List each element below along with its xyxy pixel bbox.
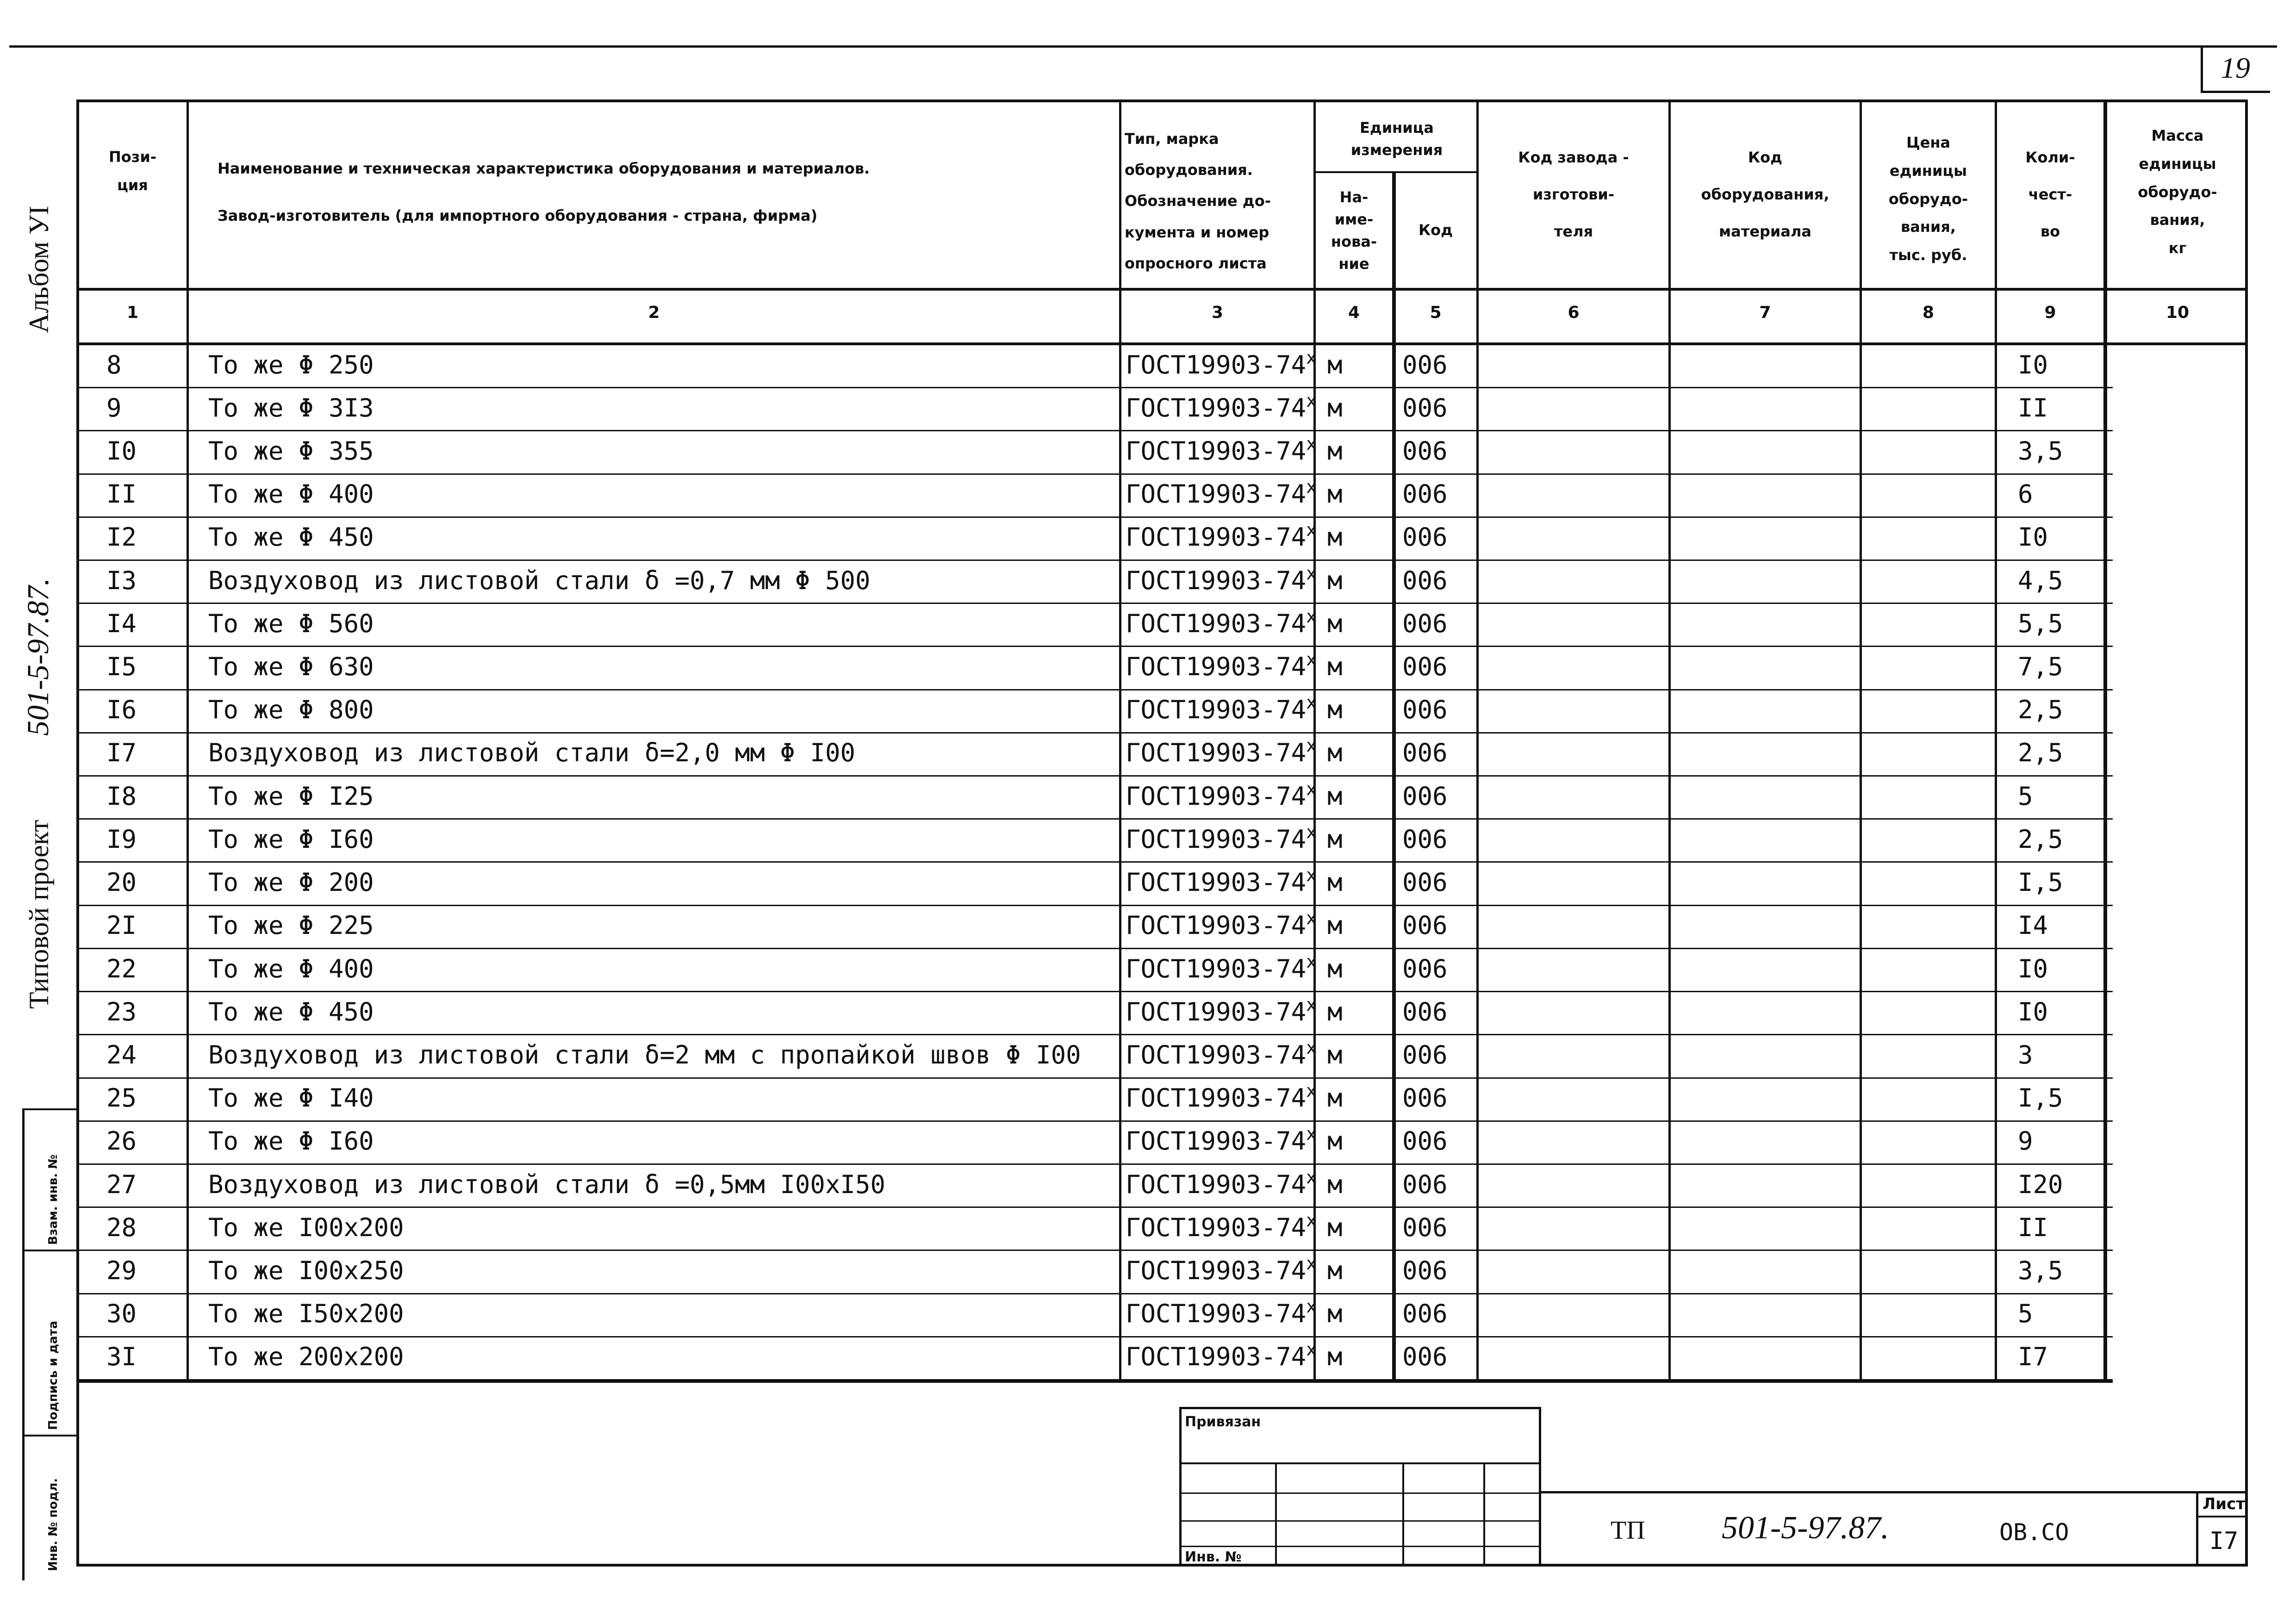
row-document-superscript: x xyxy=(1306,477,1317,497)
row-position: I9 xyxy=(106,825,137,854)
row-position: I6 xyxy=(106,695,137,724)
bound-label: Привязан xyxy=(1185,1414,1261,1430)
column-number: 5 xyxy=(1430,303,1442,322)
side-stamp-line xyxy=(22,1108,78,1110)
row-unit: м xyxy=(1327,868,1343,897)
row-quantity: 6 xyxy=(2018,479,2033,509)
top-border xyxy=(9,45,2277,48)
row-unit: м xyxy=(1327,1083,1343,1113)
column-number: 7 xyxy=(1759,303,1771,322)
row-document-text: ГОСТ19903-74 xyxy=(1126,350,1307,379)
row-divider xyxy=(76,905,2113,906)
row-position: I2 xyxy=(106,522,137,552)
row-unit: м xyxy=(1327,954,1343,983)
stamp-project-code: 501-5-97.87. xyxy=(1722,1510,1889,1546)
row-document-text: ГОСТ19903-74 xyxy=(1126,1213,1307,1242)
row-unit: м xyxy=(1327,911,1343,940)
row-unit: м xyxy=(1327,1299,1343,1328)
row-position: 23 xyxy=(106,997,137,1026)
header-quantity: Коли- чест- во xyxy=(2025,149,2075,240)
row-quantity: 5 xyxy=(2018,1299,2033,1328)
col-line xyxy=(2103,99,2107,1381)
row-quantity: II xyxy=(2018,393,2048,423)
row-document-superscript: x xyxy=(1306,563,1317,584)
col-line xyxy=(1119,99,1121,1381)
column-number: 6 xyxy=(1568,303,1580,322)
row-document-text: ГОСТ19903-74 xyxy=(1126,1126,1307,1156)
sheet-number: I7 xyxy=(2209,1527,2239,1555)
row-document-superscript: x xyxy=(1306,606,1317,627)
row-document-superscript: x xyxy=(1306,865,1317,885)
row-document-superscript: x xyxy=(1306,520,1317,540)
row-divider xyxy=(76,1336,2113,1337)
row-position: 20 xyxy=(106,868,137,897)
row-divider xyxy=(76,818,2113,820)
row-document-text: ГОСТ19903-74 xyxy=(1126,1342,1307,1371)
row-unit-code: 006 xyxy=(1402,825,1448,854)
row-position: I7 xyxy=(106,738,137,767)
table-bottom-line xyxy=(76,1380,2113,1383)
row-unit: м xyxy=(1327,997,1343,1026)
row-position: I8 xyxy=(106,782,137,811)
row-name: То же Φ 450 xyxy=(208,522,374,552)
row-unit-code: 006 xyxy=(1402,782,1448,811)
row-document-superscript: x xyxy=(1306,434,1317,454)
inv-label: Инв. № xyxy=(1185,1549,1242,1565)
row-document-superscript: x xyxy=(1306,1253,1317,1274)
header-unit-name: На- име- нова- ние xyxy=(1331,188,1377,273)
row-quantity: 9 xyxy=(2018,1126,2033,1156)
row-position: 30 xyxy=(106,1299,137,1328)
sheet-box-line xyxy=(2196,1516,2248,1517)
bound-block xyxy=(1179,1407,1541,1567)
header-equipment-code: Код оборудования, материала xyxy=(1701,149,1829,240)
row-name: Воздуховод из листовой стали δ=2 мм с пропайкой швов Φ I00 xyxy=(208,1040,1081,1070)
row-document-text: ГОСТ19903-74 xyxy=(1126,997,1307,1026)
row-document-superscript: x xyxy=(1306,1210,1317,1231)
row-document-superscript: x xyxy=(1306,995,1317,1015)
row-quantity: 2,5 xyxy=(2018,825,2063,854)
header-name: Наименование и техническая характеристика оборудования и материалов. Завод-изготовитель (для импортного оборудования - страна, фирма) xyxy=(218,159,870,224)
row-document xyxy=(1126,1081,1317,1113)
row-document-text: ГОСТ19903-74 xyxy=(1126,1256,1307,1285)
row-document xyxy=(1126,1124,1317,1156)
row-divider xyxy=(76,1034,2113,1035)
row-document-text: ГОСТ19903-74 xyxy=(1126,695,1307,724)
row-name: То же Φ I60 xyxy=(208,825,374,854)
row-divider xyxy=(76,560,2113,561)
row-quantity: I4 xyxy=(2018,911,2048,940)
col-line xyxy=(1476,99,1479,1381)
row-unit-code: 006 xyxy=(1402,1299,1448,1328)
row-name: То же Φ 400 xyxy=(208,954,374,983)
row-document-superscript: x xyxy=(1306,735,1317,756)
column-number: 9 xyxy=(2044,303,2056,322)
row-document xyxy=(1126,1339,1317,1371)
row-unit: м xyxy=(1327,825,1343,854)
row-document-superscript: x xyxy=(1306,951,1317,972)
row-unit-code: 006 xyxy=(1402,738,1448,767)
col-line xyxy=(1995,99,1997,1381)
row-quantity: II xyxy=(2018,1213,2048,1242)
row-document xyxy=(1126,520,1317,552)
row-document xyxy=(1126,391,1317,423)
row-position: 26 xyxy=(106,1126,137,1156)
row-quantity: I7 xyxy=(2018,1342,2048,1371)
header-factory-code: Код завода - изготови- теля xyxy=(1518,149,1629,240)
row-position: II xyxy=(106,479,137,509)
row-quantity: I,5 xyxy=(2018,868,2063,897)
row-unit-code: 006 xyxy=(1402,1126,1448,1156)
header-mass: Масса единицы оборудо- вания, кг xyxy=(2138,127,2217,257)
row-name: То же 200х200 xyxy=(208,1342,404,1371)
row-position: I3 xyxy=(106,566,137,595)
bound-block-col xyxy=(1483,1462,1485,1567)
row-unit: м xyxy=(1327,738,1343,767)
row-divider xyxy=(76,1206,2113,1208)
sheet-box-left xyxy=(2196,1491,2198,1567)
column-number: 4 xyxy=(1348,303,1360,322)
column-number: 10 xyxy=(2165,303,2190,322)
row-document xyxy=(1126,1253,1317,1285)
row-divider xyxy=(76,991,2113,992)
row-name: То же Φ 3I3 xyxy=(208,393,374,423)
row-document-text: ГОСТ19903-74 xyxy=(1126,1299,1307,1328)
row-position: 2I xyxy=(106,911,137,940)
row-unit-code: 006 xyxy=(1402,911,1448,940)
row-unit: м xyxy=(1327,609,1343,638)
row-name: То же Φ 400 xyxy=(208,479,374,509)
row-document-superscript: x xyxy=(1306,1081,1317,1101)
row-unit-code: 006 xyxy=(1402,479,1448,509)
row-unit-code: 006 xyxy=(1402,566,1448,595)
row-unit: м xyxy=(1327,695,1343,724)
row-document-text: ГОСТ19903-74 xyxy=(1126,1040,1307,1070)
row-quantity: I0 xyxy=(2018,522,2048,552)
row-document xyxy=(1126,692,1317,724)
row-document-superscript: x xyxy=(1306,1296,1317,1317)
row-position: 25 xyxy=(106,1083,137,1113)
row-unit-code: 006 xyxy=(1402,954,1448,983)
column-number: 3 xyxy=(1211,303,1224,322)
page-number-box-left xyxy=(2201,45,2203,92)
row-name: То же I00х250 xyxy=(208,1256,404,1285)
row-unit: м xyxy=(1327,1256,1343,1285)
row-unit: м xyxy=(1327,652,1343,681)
row-document xyxy=(1126,1296,1317,1328)
album-label: Альбом УI xyxy=(24,205,54,333)
row-unit: м xyxy=(1327,522,1343,552)
row-unit: м xyxy=(1327,479,1343,509)
row-document xyxy=(1126,735,1317,767)
row-document xyxy=(1126,865,1317,897)
row-position: 24 xyxy=(106,1040,137,1070)
stamp-signature-date: Подпись и дата xyxy=(46,1320,60,1430)
row-document xyxy=(1126,606,1317,638)
row-unit: м xyxy=(1327,1126,1343,1156)
row-quantity: 3 xyxy=(2018,1040,2033,1070)
row-quantity: I0 xyxy=(2018,954,2048,983)
header-type-mark: Тип, марка оборудования. Обозначение до- кумента и номер опросного листа xyxy=(1125,130,1271,272)
row-unit-code: 006 xyxy=(1402,997,1448,1026)
header-bottom-line xyxy=(76,288,2248,291)
row-divider xyxy=(76,516,2113,518)
row-document-text: ГОСТ19903-74 xyxy=(1126,954,1307,983)
header-price: Цена единицы оборудо- вания, тыс. руб. xyxy=(1888,134,1968,264)
row-document xyxy=(1126,822,1317,854)
row-position: 22 xyxy=(106,954,137,983)
header-position: Пози- ция xyxy=(108,148,157,194)
row-divider xyxy=(76,1163,2113,1165)
row-name: Воздуховод из листовой стали δ=2,0 мм Φ I00 xyxy=(208,738,855,767)
row-document-text: ГОСТ19903-74 xyxy=(1126,566,1307,595)
col-line xyxy=(1668,99,1671,1381)
row-document-text: ГОСТ19903-74 xyxy=(1126,479,1307,509)
row-position: I0 xyxy=(106,436,137,466)
row-quantity: 2,5 xyxy=(2018,738,2063,767)
page-number-box-bottom xyxy=(2201,91,2270,93)
stamp-inv-podl: Инв. № подл. xyxy=(46,1478,60,1571)
row-document-superscript: x xyxy=(1306,779,1317,799)
row-document-superscript: x xyxy=(1306,348,1317,368)
section-code: ОВ.СО xyxy=(1999,1519,2069,1546)
row-quantity: I0 xyxy=(2018,350,2048,379)
side-stamp-border xyxy=(22,1108,25,1580)
row-name: То же I00х200 xyxy=(208,1213,404,1242)
column-number: 2 xyxy=(648,303,660,322)
row-document-text: ГОСТ19903-74 xyxy=(1126,911,1307,940)
row-position: 9 xyxy=(106,393,122,423)
row-divider xyxy=(76,387,2113,388)
row-quantity: 3,5 xyxy=(2018,436,2063,466)
row-quantity: 4,5 xyxy=(2018,566,2063,595)
row-unit: м xyxy=(1327,1342,1343,1371)
row-position: I5 xyxy=(106,652,137,681)
row-position: I4 xyxy=(106,609,137,638)
row-name: То же Φ I40 xyxy=(208,1083,374,1113)
row-document-text: ГОСТ19903-74 xyxy=(1126,825,1307,854)
sheet-label: Лист xyxy=(2203,1495,2245,1513)
row-unit-code: 006 xyxy=(1402,1040,1448,1070)
row-divider xyxy=(76,1250,2113,1251)
row-divider xyxy=(76,1120,2113,1122)
col-line xyxy=(187,99,189,1381)
row-unit: м xyxy=(1327,1213,1343,1242)
row-name: Воздуховод из листовой стали δ =0,7 мм Φ 500 xyxy=(208,566,871,595)
row-divider xyxy=(76,861,2113,863)
row-document-superscript: x xyxy=(1306,1124,1317,1144)
row-document-text: ГОСТ19903-74 xyxy=(1126,738,1307,767)
bound-block-col xyxy=(1402,1462,1404,1567)
bound-block-col xyxy=(1275,1462,1277,1567)
row-quantity: I0 xyxy=(2018,997,2048,1026)
row-document xyxy=(1126,995,1317,1026)
row-quantity: 5,5 xyxy=(2018,609,2063,638)
row-divider xyxy=(76,603,2113,604)
row-unit-code: 006 xyxy=(1402,350,1448,379)
row-position: 28 xyxy=(106,1213,137,1242)
row-document-text: ГОСТ19903-74 xyxy=(1126,1083,1307,1113)
row-quantity: I,5 xyxy=(2018,1083,2063,1113)
row-quantity: 5 xyxy=(2018,782,2033,811)
row-document xyxy=(1126,908,1317,940)
row-divider xyxy=(76,473,2113,475)
col-line xyxy=(1860,99,1862,1381)
row-divider xyxy=(76,732,2113,734)
row-divider xyxy=(76,1077,2113,1079)
row-document-superscript: x xyxy=(1306,649,1317,670)
column-number-line xyxy=(76,342,2248,345)
side-project-code: 501-5-97.87. xyxy=(21,578,55,736)
row-unit-code: 006 xyxy=(1402,868,1448,897)
row-document-text: ГОСТ19903-74 xyxy=(1126,652,1307,681)
row-document-superscript: x xyxy=(1306,822,1317,842)
row-divider xyxy=(76,775,2113,777)
row-unit: м xyxy=(1327,436,1343,466)
row-name: То же Φ 200 xyxy=(208,868,374,897)
row-name: То же I50х200 xyxy=(208,1299,404,1328)
row-unit: м xyxy=(1327,1170,1343,1199)
row-document-text: ГОСТ19903-74 xyxy=(1126,436,1307,466)
row-unit-code: 006 xyxy=(1402,1256,1448,1285)
column-number: 1 xyxy=(126,303,139,322)
bound-block-line xyxy=(1179,1520,1541,1522)
row-document xyxy=(1126,1167,1317,1199)
row-divider xyxy=(76,689,2113,690)
row-name: То же Φ 225 xyxy=(208,911,374,940)
row-document-text: ГОСТ19903-74 xyxy=(1126,782,1307,811)
row-unit: м xyxy=(1327,393,1343,423)
row-document-superscript: x xyxy=(1306,908,1317,928)
row-unit-code: 006 xyxy=(1402,436,1448,466)
row-name: Воздуховод из листовой стали δ =0,5мм I00хI50 xyxy=(208,1170,885,1199)
title-strip-top xyxy=(1541,1491,2248,1493)
row-document xyxy=(1126,1210,1317,1242)
row-document-superscript: x xyxy=(1306,692,1317,713)
row-unit-code: 006 xyxy=(1402,1342,1448,1371)
stamp-replace-inv: Взам. инв. № xyxy=(46,1154,60,1245)
row-unit: м xyxy=(1327,566,1343,595)
row-unit-code: 006 xyxy=(1402,609,1448,638)
header-unit-group: Единица измерения xyxy=(1350,119,1443,159)
row-document xyxy=(1126,1038,1317,1070)
row-unit-code: 006 xyxy=(1402,522,1448,552)
row-document-superscript: x xyxy=(1306,1339,1317,1360)
bound-block-line xyxy=(1179,1492,1541,1494)
row-quantity: 2,5 xyxy=(2018,695,2063,724)
side-stamp-line xyxy=(22,1435,78,1436)
row-unit-code: 006 xyxy=(1402,393,1448,423)
row-document xyxy=(1126,477,1317,509)
row-document-text: ГОСТ19903-74 xyxy=(1126,393,1307,423)
row-unit-code: 006 xyxy=(1402,1083,1448,1113)
row-document xyxy=(1126,951,1317,983)
row-name: То же Φ 450 xyxy=(208,997,374,1026)
bound-block-line xyxy=(1179,1546,1541,1547)
row-name: То же Φ 800 xyxy=(208,695,374,724)
page-number: 19 xyxy=(2221,51,2250,84)
row-name: То же Φ 630 xyxy=(208,652,374,681)
tp-label: ТП xyxy=(1611,1516,1645,1545)
row-unit-code: 006 xyxy=(1402,1213,1448,1242)
row-unit-code: 006 xyxy=(1402,695,1448,724)
row-divider xyxy=(76,646,2113,647)
row-document-superscript: x xyxy=(1306,1167,1317,1188)
row-document-superscript: x xyxy=(1306,1038,1317,1058)
row-document-superscript: x xyxy=(1306,391,1317,411)
column-number: 8 xyxy=(1922,303,1935,322)
row-quantity: 7,5 xyxy=(2018,652,2063,681)
row-unit: м xyxy=(1327,782,1343,811)
row-name: То же Φ I60 xyxy=(208,1126,374,1156)
row-document-text: ГОСТ19903-74 xyxy=(1126,522,1307,552)
row-document xyxy=(1126,348,1317,379)
row-name: То же Φ 560 xyxy=(208,609,374,638)
row-quantity: 3,5 xyxy=(2018,1256,2063,1285)
row-document xyxy=(1126,563,1317,595)
row-name: То же Φ I25 xyxy=(208,782,374,811)
row-unit: м xyxy=(1327,1040,1343,1070)
row-name: То же Φ 355 xyxy=(208,436,374,466)
row-divider xyxy=(76,430,2113,431)
side-stamp-line xyxy=(22,1250,78,1251)
row-document-text: ГОСТ19903-74 xyxy=(1126,609,1307,638)
row-position: 3I xyxy=(106,1342,137,1371)
row-position: 29 xyxy=(106,1256,137,1285)
row-position: 27 xyxy=(106,1170,137,1199)
row-document xyxy=(1126,779,1317,811)
row-quantity: I20 xyxy=(2018,1170,2063,1199)
project-type-label: Типовой проект xyxy=(24,820,54,1009)
row-document-text: ГОСТ19903-74 xyxy=(1126,868,1307,897)
row-document-text: ГОСТ19903-74 xyxy=(1126,1170,1307,1199)
row-document xyxy=(1126,434,1317,466)
row-unit-code: 006 xyxy=(1402,1170,1448,1199)
row-unit: м xyxy=(1327,350,1343,379)
row-divider xyxy=(76,1293,2113,1294)
row-name: То же Φ 250 xyxy=(208,350,374,379)
row-unit-code: 006 xyxy=(1402,652,1448,681)
row-divider xyxy=(76,948,2113,949)
row-position: 8 xyxy=(106,350,122,379)
bound-block-line xyxy=(1179,1462,1541,1464)
row-document xyxy=(1126,649,1317,681)
header-unit-code: Код xyxy=(1419,221,1453,239)
